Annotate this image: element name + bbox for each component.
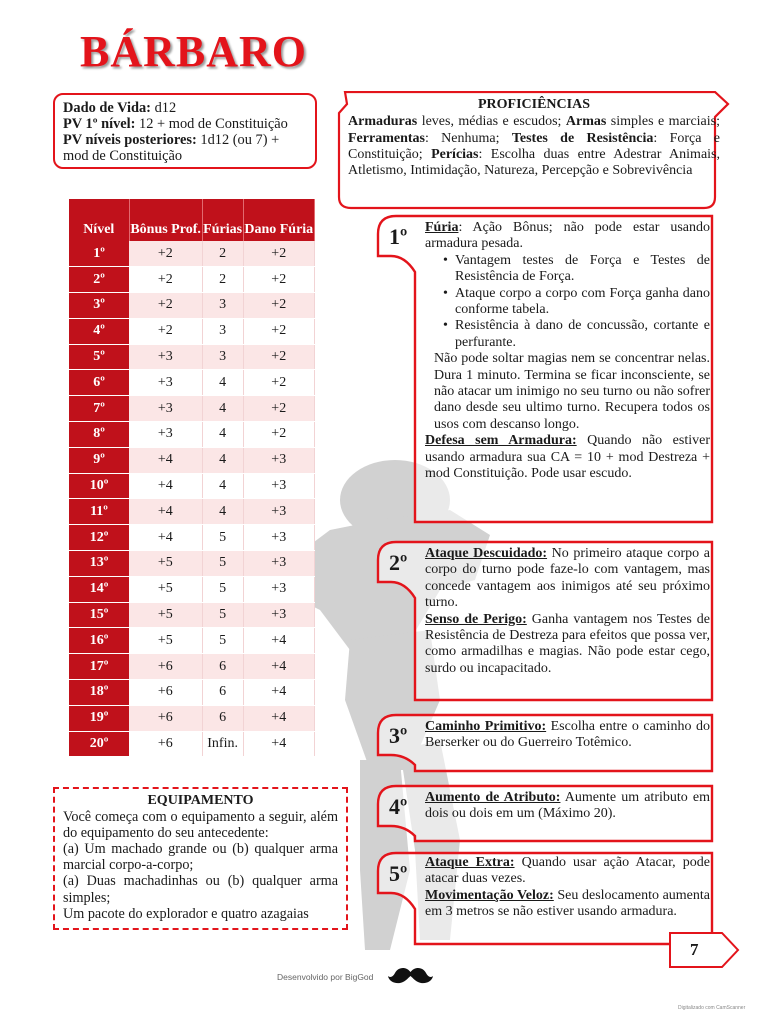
cell-rages: 4 <box>202 422 243 448</box>
cell-proficiency-bonus: +4 <box>129 525 202 551</box>
table-row <box>69 525 315 551</box>
footer-credit: Desenvolvido por BigGod <box>277 972 374 982</box>
feature-level-2-text <box>425 546 710 677</box>
cell-level: 11º <box>69 499 129 525</box>
fast-movement-text: Seu deslocamento aumenta em 3 metros se não estiver usando armadura. <box>425 887 710 920</box>
page-number: 7 <box>690 940 699 959</box>
armor-value: leves, médias e escudos; <box>417 114 566 130</box>
hp-first-level-line <box>63 116 307 132</box>
feature-level-5-text <box>425 855 710 921</box>
reckless-attack-text: No primeiro ataque corpo a corpo do turno pode faze-lo com vantagem, mas concede vantagem aos inimigos até seu próximo turno. <box>425 546 710 611</box>
cell-level: 10º <box>69 473 129 499</box>
feature-level-number: 5º <box>389 861 408 886</box>
saving-throws-label: Testes de Resistência <box>511 130 654 146</box>
cell-rages: 3 <box>202 293 243 319</box>
proficiencies-box <box>337 91 730 206</box>
cell-level: 17º <box>69 654 129 680</box>
cell-proficiency-bonus: +6 <box>129 654 202 680</box>
equipment-box <box>53 787 348 930</box>
cell-level: 3º <box>69 293 129 319</box>
fast-movement-label: Movimentação Veloz: <box>425 887 554 903</box>
cell-rage-damage: +2 <box>243 344 314 370</box>
cell-level: 1º <box>69 241 129 267</box>
cell-rages: 4 <box>202 370 243 396</box>
cell-level: 7º <box>69 396 129 422</box>
cell-rage-damage: +2 <box>243 241 314 267</box>
table-row <box>69 731 315 757</box>
cell-rage-damage: +4 <box>243 628 314 654</box>
primal-path-text: Escolha entre o caminho do Berserker ou do Guerreiro Totêmico. <box>425 719 711 751</box>
feature-level-3-box <box>375 713 720 775</box>
cell-rages: 6 <box>202 705 243 731</box>
cell-rage-damage: +3 <box>243 473 314 499</box>
cell-rages: Infin. <box>202 731 243 757</box>
table-row <box>69 318 315 344</box>
cell-rages: 5 <box>202 551 243 577</box>
danger-sense-text: Ganha vantagem nos Testes de Resistência de Destreza para efeitos que possa ver, como armadilhas e magias. Não pode estar cego, surdo ou incapacitado. <box>425 611 711 676</box>
page-number-frame <box>668 931 740 969</box>
extra-attack-text: Quando usar ação Atacar, pode atacar duas vezes. <box>425 855 710 887</box>
table-row <box>69 422 315 448</box>
cell-rages: 4 <box>202 396 243 422</box>
table-row <box>69 628 315 654</box>
cell-proficiency-bonus: +2 <box>129 267 202 293</box>
tools-value: : Nenhuma; <box>424 130 512 146</box>
cell-level: 12º <box>69 525 129 551</box>
cell-rage-damage: +3 <box>243 447 314 473</box>
skills-value: : Escolha duas entre Adestrar Animais, Atletismo, Intimidação, Natureza, Percepção e Sobrevivência <box>348 146 720 179</box>
table-row <box>69 576 315 602</box>
feature-level-number: 1º <box>389 224 408 249</box>
cell-rage-damage: +4 <box>243 680 314 706</box>
column-header-rages: Fúrias <box>202 199 243 241</box>
level-table <box>69 199 315 757</box>
cell-rage-damage: +2 <box>243 370 314 396</box>
proficiencies-body <box>348 114 720 179</box>
extra-attack-label: Ataque Extra: <box>425 855 515 870</box>
rage-text: : Ação Bônus; não pode estar usando armadura pesada. <box>425 220 710 252</box>
cell-rages: 6 <box>202 654 243 680</box>
hp-later-levels-line <box>63 132 307 164</box>
hp-first-level-label: PV 1º nível: <box>63 116 136 132</box>
equipment-item: (a) Um machado grande ou (b) qualquer arma marcial corpo-a-corpo; <box>63 841 338 874</box>
cell-level: 9º <box>69 447 129 473</box>
cell-rages: 5 <box>202 525 243 551</box>
cell-rages: 5 <box>202 602 243 628</box>
ability-score-improvement-text: Aumente um atributo em dois ou dois em um (Máximo 20). <box>425 790 710 822</box>
cell-proficiency-bonus: +6 <box>129 731 202 757</box>
skills-label: Perícias <box>431 146 479 162</box>
cell-proficiency-bonus: +2 <box>129 293 202 319</box>
cell-rages: 2 <box>202 267 243 293</box>
unarmored-defense-text: Quando não estiver usando armadura sua CA = 10 + mod Destreza + mod Constituição. Pode usar escudo. <box>425 433 710 482</box>
table-row <box>69 551 315 577</box>
cell-rage-damage: +2 <box>243 396 314 422</box>
cell-level: 2º <box>69 267 129 293</box>
cell-proficiency-bonus: +2 <box>129 241 202 267</box>
cell-rage-damage: +4 <box>243 731 314 757</box>
proficiencies-text <box>348 97 720 179</box>
feature-level-4-text <box>425 790 710 823</box>
feature-level-1-text <box>425 220 710 483</box>
unarmored-defense-label: Defesa sem Armadura: <box>425 433 577 449</box>
table-row <box>69 370 315 396</box>
cell-proficiency-bonus: +4 <box>129 473 202 499</box>
cell-proficiency-bonus: +5 <box>129 576 202 602</box>
equipment-item: (a) Duas machadinhas ou (b) qualquer arma simples; <box>63 873 338 906</box>
page-title: BÁRBARO <box>80 27 308 76</box>
hit-die-value: d12 <box>150 100 177 116</box>
cell-proficiency-bonus: +3 <box>129 370 202 396</box>
table-row <box>69 241 315 267</box>
hp-later-levels-value: 1d12 (ou 7) + mod de Constituição <box>63 132 280 164</box>
cell-proficiency-bonus: +3 <box>129 422 202 448</box>
cell-proficiency-bonus: +4 <box>129 447 202 473</box>
hit-die-label: Dado de Vida: <box>63 100 151 116</box>
rage-label: Fúria <box>425 220 459 235</box>
cell-level: 8º <box>69 422 129 448</box>
cell-proficiency-bonus: +6 <box>129 705 202 731</box>
table-row <box>69 654 315 680</box>
cell-proficiency-bonus: +6 <box>129 680 202 706</box>
table-row <box>69 267 315 293</box>
feature-level-3-text <box>425 719 710 752</box>
hit-points-box <box>53 93 317 169</box>
feature-level-1-box <box>375 214 720 526</box>
cell-rage-damage: +2 <box>243 422 314 448</box>
cell-rage-damage: +3 <box>243 499 314 525</box>
mustache-icon <box>388 963 433 987</box>
cell-rage-damage: +3 <box>243 551 314 577</box>
cell-rage-damage: +3 <box>243 602 314 628</box>
table-row <box>69 680 315 706</box>
table-row <box>69 447 315 473</box>
cell-level: 15º <box>69 602 129 628</box>
table-row <box>69 344 315 370</box>
cell-level: 5º <box>69 344 129 370</box>
equipment-intro: Você começa com o equipamento a seguir, além do equipamento do seu antecedente: <box>63 809 338 842</box>
cell-level: 13º <box>69 551 129 577</box>
cell-rages: 2 <box>202 241 243 267</box>
cell-level: 19º <box>69 705 129 731</box>
list-item: • Ataque corpo a corpo com Força ganha dano conforme tabela. <box>443 286 710 319</box>
column-header-rage-damage: Dano Fúria <box>243 199 314 241</box>
danger-sense-label: Senso de Perigo: <box>425 611 527 627</box>
table-row <box>69 473 315 499</box>
cell-rages: 5 <box>202 628 243 654</box>
feature-level-number: 2º <box>389 550 408 575</box>
tools-label: Ferramentas <box>348 130 425 146</box>
cell-proficiency-bonus: +2 <box>129 318 202 344</box>
cell-level: 4º <box>69 318 129 344</box>
cell-proficiency-bonus: +3 <box>129 344 202 370</box>
rage-bullet-list <box>425 253 710 351</box>
cell-proficiency-bonus: +5 <box>129 602 202 628</box>
cell-level: 14º <box>69 576 129 602</box>
equipment-item: Um pacote do explorador e quatro azagaias <box>63 905 309 922</box>
table-row <box>69 602 315 628</box>
proficiencies-title: PROFICIÊNCIAS <box>477 97 590 112</box>
feature-level-number: 4º <box>389 794 408 819</box>
page-number-tab <box>668 931 740 969</box>
cell-rages: 3 <box>202 344 243 370</box>
hit-die-line <box>63 100 307 116</box>
cell-proficiency-bonus: +3 <box>129 396 202 422</box>
cell-rages: 5 <box>202 576 243 602</box>
cell-rages: 4 <box>202 499 243 525</box>
cell-rage-damage: +4 <box>243 705 314 731</box>
reckless-attack-label: Ataque Descuidado: <box>425 546 548 561</box>
table-header-row <box>69 199 315 241</box>
cell-rage-damage: +2 <box>243 318 314 344</box>
table-row <box>69 499 315 525</box>
equipment-title: EQUIPAMENTO <box>147 793 254 808</box>
list-item: • Resistência à dano de concussão, cortante e perfurante. <box>443 318 710 351</box>
rage-extra-text: Não pode soltar magias nem se concentrar nelas. Dura 1 minuto. Termina se ficar inconsciente, se não atacar um inimigo no seu turno ou não sofrer dano desde seu ultimo turno. Recupera todos os usos com descanso longo. <box>434 351 710 432</box>
feature-level-4-box <box>375 784 720 844</box>
cell-level: 6º <box>69 370 129 396</box>
table-row <box>69 293 315 319</box>
feature-level-2-box <box>375 540 720 704</box>
cell-level: 16º <box>69 628 129 654</box>
table-body <box>69 241 315 757</box>
table-row <box>69 396 315 422</box>
cell-rage-damage: +3 <box>243 525 314 551</box>
column-header-level: Nível <box>69 199 129 241</box>
table-row <box>69 705 315 731</box>
cell-rage-damage: +2 <box>243 293 314 319</box>
cell-level: 18º <box>69 680 129 706</box>
list-item: • Vantagem testes de Força e Testes de Resistência de Força. <box>443 253 710 286</box>
weapons-label: Armas <box>565 114 607 130</box>
column-header-proficiency-bonus: Bônus Prof. <box>129 199 202 241</box>
feature-level-number: 3º <box>389 723 408 748</box>
cell-rages: 4 <box>202 447 243 473</box>
cell-rage-damage: +4 <box>243 654 314 680</box>
weapons-value: simples e marciais; <box>606 114 720 130</box>
cell-level: 20º <box>69 731 129 757</box>
saving-throws-value: : Força e Constituição; <box>348 130 720 162</box>
cell-rage-damage: +3 <box>243 576 314 602</box>
primal-path-label: Caminho Primitivo: <box>425 719 547 734</box>
cell-proficiency-bonus: +5 <box>129 551 202 577</box>
scanner-watermark: Digitalizado com CamScanner <box>678 1005 746 1011</box>
ability-score-improvement-label: Aumento de Atributo: <box>425 790 561 805</box>
cell-proficiency-bonus: +5 <box>129 628 202 654</box>
cell-rage-damage: +2 <box>243 267 314 293</box>
cell-rages: 4 <box>202 473 243 499</box>
cell-rages: 6 <box>202 680 243 706</box>
hp-first-level-value: 12 + mod de Constituição <box>135 116 288 132</box>
cell-proficiency-bonus: +4 <box>129 499 202 525</box>
hp-later-levels-label: PV níveis posteriores: <box>63 132 197 148</box>
armor-label: Armaduras <box>348 114 418 130</box>
cell-rages: 3 <box>202 318 243 344</box>
